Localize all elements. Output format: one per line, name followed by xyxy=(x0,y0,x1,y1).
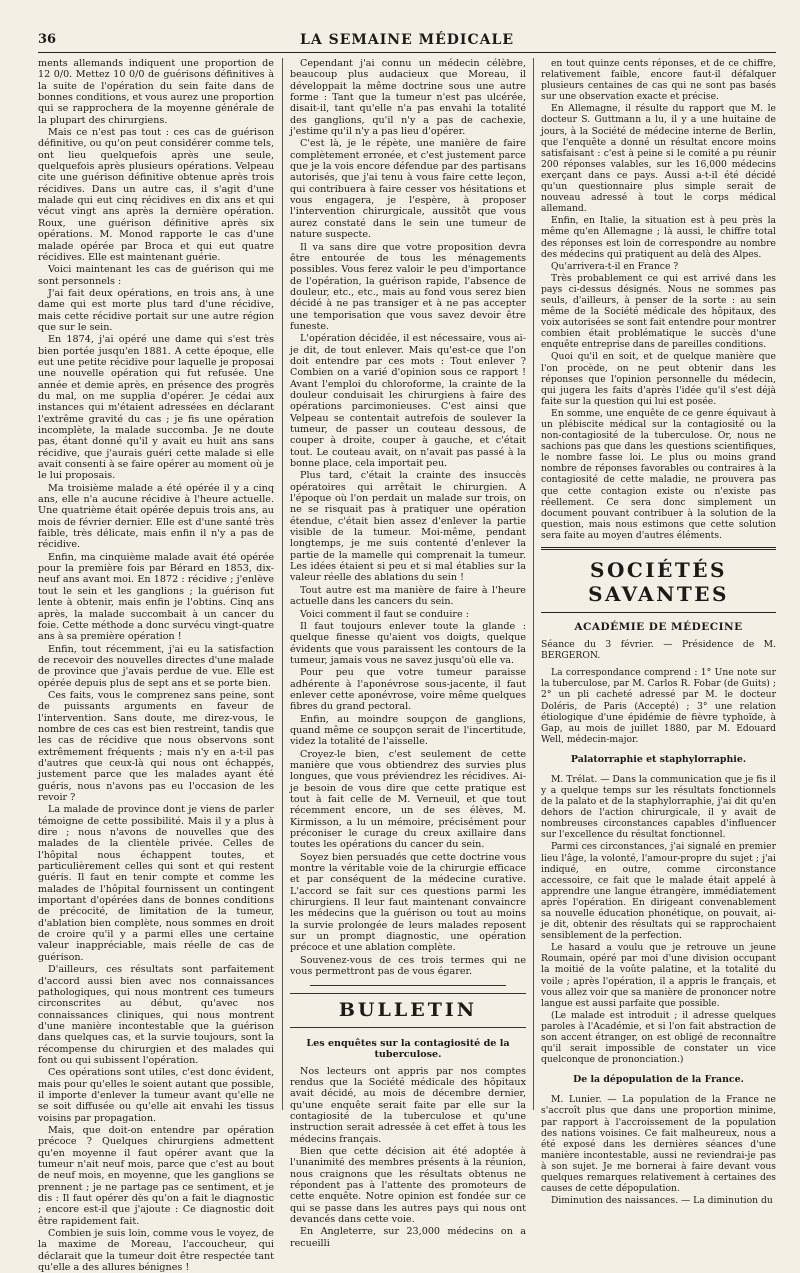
paragraph: Plus tard, c'était la crainte des insuccès opératoires qui arrêtait le chirurgien. A l'époque où l'on perdait un malade sur trois, on ne se risquait pas à pratiquer une opération étendue, c'était bien assez d'enlever la partie visible de la tumeur. Moi-même, pendant longtemps, je me suis contenté d'enlever la partie de la mamelle qui comprenait la tumeur. Les idées étaient si peu et si mal établies sur la valeur réelle des ablations du sein ! xyxy=(290,470,526,584)
paragraph: Bien que cette décision ait été adoptée à l'unanimité des membres présents à la réunion, nous craignons que les résultats obtenus ne répondent pas à l'attente des promoteurs de cette enquête. Notre opinion est fondée sur ce qui se passe dans les autres pays qui nous ont devancés dans cette voie. xyxy=(290,1145,526,1225)
paragraph: Pour peu que votre tumeur paraisse adhérente à l'aponévrose sous-jacente, il faut enlever cette aponévrose, voire même quelques fibres du grand pectoral. xyxy=(290,667,526,713)
bulletin-heading: BULLETIN xyxy=(290,993,526,1028)
paragraph: Ces opérations sont utiles, c'est donc évident, mais pour qu'elles le soient autant que possible, il importe d'enlever la tumeur avant qu'elle ne se soit diffusée ou qu'elle ait envahi les tissus voisins par propagation. xyxy=(38,1067,274,1124)
seance-line: Séance du 3 février. — Présidence de M. BERGERON. xyxy=(541,639,776,662)
page-header xyxy=(38,30,776,53)
paragraph: L'opération décidée, il est nécessaire, vous ai-je dit, de tout enlever. Mais qu'est-ce que l'on doit entendre par ces mots : Tout enlever ? Combien on a varié d'opinion sous ce rapport ! Avant l'emploi du chloroforme, la crainte de la douleur conduisait les chirurgiens à faire des opérations parcimonieuses. C'est ainsi que Velpeau se contentait autrefois de soulever la tumeur, de passer un couteau dessous, de couper à droite, couper à gauche, et c'était tout. Le couteau avait, on n'avait pas passé à la bonne place, cela importait peu. xyxy=(290,333,526,470)
paragraph: J'ai fait deux opérations, en trois ans, à une dame qui est morte plus tard d'une récidive, mais cette récidive portait sur une autre région que sur le sein. xyxy=(38,287,274,333)
column-1 xyxy=(38,58,274,1273)
paragraph: M. Trélat. — Dans la communication que je fis il y a quelque temps sur les résultats fonctionnels de la palato et de la staphylorraphie, j'ai dit qu'en dehors de l'action chirurgicale, il y avait de nombreuses circonstances capables d'influencer sur l'excellence du résultat fonctionnel. xyxy=(541,773,776,841)
bulletin-body xyxy=(290,1066,526,1250)
paragraph: Quoi qu'il en soit, et de quelque manière que l'on procède, on ne peut obtenir dans les réponses que l'opinion personnelle du médecin, qui jugera les faits d'après l'idée qu'il s'est déjà faite sur la question qui lui est posée. xyxy=(541,351,776,407)
paragraph: Il faut toujours enlever toute la glande : quelque finesse qu'aient vos doigts, quelque évidents que vous paraissent les contours de la tumeur, jamais vous ne savez jusqu'où elle va. xyxy=(290,620,526,666)
paragraph: Voici comment il faut se conduire : xyxy=(300,608,469,620)
paragraph: Diminution des naissances. — La diminution du xyxy=(551,1195,773,1207)
paragraph: Enfin, en Italie, la situation est à peu près la même qu'en Allemagne ; là aussi, le chiffre total des réponses est loin de correspondre au nombre des médecins qui pratiquent au delà des Alpes. xyxy=(541,215,776,260)
paragraph: La malade de province dont je viens de parler témoigne de cette possibilité. Mais il y a plus à dire ; nous n'avons de nouvelles que des malades de la clientèle privée. Celles de l'hôpital nous échappent toutes, et particulièrement celles qui sont et qui restent guéris. Il faut en tenir compte et comme les malades de l'hôpital fournissent un contingent important d'opérées dans de bonnes conditions de précocité, de limitation de la tumeur, d'ablation bien complète, nous sommes en droit de croire qu'il y a parmi elles une certaine valeur inappréciable, mais réelle de cas de guérison. xyxy=(38,804,274,963)
paragraph: ments allemands indiquent une proportion de 12 0/0. Mettez 10 0/0 de guérisons définitives à la suite de l'opération du sein faite dans de bonnes conditions, et vous aurez une proportion qui se rapprochera de la moyenne générale de la plupart des chirurgiens. xyxy=(38,58,274,126)
lunier-section xyxy=(541,1094,776,1206)
separator-rule xyxy=(310,985,506,986)
paragraph: C'est là, je le répète, une manière de faire complètement erronée, et c'est justement parce que je la vois encore défendue par des partisans autorisés, que j'ai tenu à vous faire cette leçon, qui contribuera à faire cesser vos hésitations et vous engagera, je l'espère, à proposer l'intervention chirurgicale, aussitôt que vous aurez constaté dans le sein une tumeur de nature suspecte. xyxy=(290,138,526,241)
paragraph: Enfin, ma cinquième malade avait été opérée pour la première fois par Bérard en 1853, dix-neuf ans avant moi. En 1872 : récidive ; j'enlève tout le sein et les ganglions ; la guérison fut lente à obtenir, mais enfin je l'obtins. Cinq ans après, la malade succombait à un cancer du foie. Cette méthode a donc survécu vingt-quatre ans à sa première opération ! xyxy=(38,551,274,643)
subsection-title: De la dépopulation de la France. xyxy=(573,1074,744,1086)
paragraph: Ces faits, vous le comprenez sans peine, sont de puissants arguments en faveur de l'intervention. Sans doute, me direz-vous, le nombre de ces cas est bien restreint, tandis que les cas de récidive que nous observons sont extrêmement fréquents ; mais n'y en a-t-il pas d'autres que ceux-là qui nous ont échappés, justement parce que les malades ayant été guéris, nous n'avons pas eu l'occasion de les revoir ? xyxy=(38,689,274,803)
paragraph: Il va sans dire que votre proposition devra être entourée de tous les ménagements possibles. Vous ferez valoir le peu d'importance de l'opération, la guérison rapide, l'absence de douleur, etc., etc., mais au fond vous serez bien décidé à ne pas transiger et à ne pas accepter une temporisation que vous savez devoir être funeste. xyxy=(290,241,526,332)
subsection-title: Palatorraphie et staphylorraphie. xyxy=(570,753,747,765)
paragraph: Cependant j'ai connu un médecin célèbre, beaucoup plus audacieux que Moreau, il développait la même doctrine sous une autre forme : Tant que la tumeur n'est pas ulcérée, disait-il, tant qu'elle n'a pas envahi la totalité des ganglions, qu'il n'y a pas de cachexie, j'estime qu'il n'y a pas lieu d'opérer. xyxy=(290,58,526,138)
page-number: 36 xyxy=(38,32,57,47)
newspaper-page xyxy=(38,30,776,1273)
paragraph: Qu'arrivera-t-il en France ? xyxy=(551,260,679,272)
paragraph: M. Lunier. — La population de la France ne s'accroît plus que dans une proportion minime, par rapport à l'accroissement de la population des nations voisines. Ce fait malheureux, nous a été exposé dans les dernières séances d'une manière incontestable, aussi ne reviendrai-je pas à son sujet. Je me bornerai à faire devant vous quelques remarques relativement à certaines des causes de cette dépopulation. xyxy=(541,1094,776,1195)
paragraph: Voici maintenant les cas de guérison qui me sont personnels : xyxy=(38,264,274,287)
paragraph: Croyez-le bien, c'est seulement de cette manière que vous obtiendrez des survies plus longues, que vous préviendrez les récidives. Ai-je besoin de vous dire que cette pratique est tout à fait celle de M. Verneuil, et que tout récemment encore, un de ses élèves, M. Kirmisson, a lu un mémoire, précisément pour préconiser le curage du creux axillaire dans toutes les opérations du cancer du sein. xyxy=(290,748,526,851)
article-continuation xyxy=(290,58,526,978)
paragraph: Tout autre est ma manière de faire à l'heure actuelle dans les cancers du sein. xyxy=(290,584,526,608)
paragraph: Mais, que doit-on entendre par opération précoce ? Quelques chirurgiens admettent qu'en moyenne il faut opérer avant que la tumeur n'ait neuf mois, parce que c'est au bout de neuf mois, en moyenne, que les ganglions se prennent ; je ne partage pas ce sentiment, et je dis : Il faut opérer dès qu'on a fait le diagnostic ; encore est-il que j'ajoute : Ce diagnostic doit être rapidement fait. xyxy=(38,1124,274,1227)
paragraph: Nos lecteurs ont appris par nos comptes rendus que la Société médicale des hôpitaux avait décidé, au mois de décembre dernier, qu'une enquête serait faite par elle sur la contagiosité de la tuberculose et qu'une instruction serait adressée à cet effet à tous les médecins français. xyxy=(290,1065,526,1145)
paragraph: Ma troisième malade a été opérée il y a cinq ans, elle n'a aucune récidive à l'heure actuelle. Une quatrième était opérée depuis trois ans, au mois de février dernier. Elle est d'une santé très faible, très délicate, mais enfin il n'y a pas de récidive. xyxy=(38,482,274,551)
academie-heading: ACADÉMIE DE MÉDECINE xyxy=(574,621,743,634)
journal-title: LA SEMAINE MÉDICALE xyxy=(300,32,514,48)
paragraph: Soyez bien persuadés que cette doctrine vous montre la véritable voie de la chirurgie efficace et par conséquent de la médecine curative. L'accord se fait sur ces questions parmi les chirurgiens. Il leur faut maintenant convaincre les médecins que la guérison ou tout au moins la survie prolongée de leurs malades reposent sur un prompt diagnostic, une opération précoce et une ablation complète. xyxy=(290,851,526,954)
column-divider xyxy=(533,58,534,1110)
paragraph: Combien je suis loin, comme vous le voyez, de la maxime de Moreau, l'accoucheur, qui déclarait que la tumeur doit être respectée tant qu'elle a des allures bénignes ! xyxy=(38,1228,274,1273)
paragraph: (Le malade est introduit ; il adresse quelques paroles à l'Académie, et si l'on fait abstraction de son accent étranger, on est obligé de reconnaître qu'il serait impossible de constater un vice quelconque de prononciation.) xyxy=(541,1009,776,1066)
paragraph: Le hasard a voulu que je retrouve un jeune Roumain, opéré par moi d'une division occupant la moitié de la voûte palatine, et la totalité du voile ; après l'opération, il a appris le français, et vous allez voir que sa manière de prononcer notre langue est aussi parfaite que possible. xyxy=(541,942,776,1009)
bulletin-continuation xyxy=(541,58,776,541)
paragraph: Enfin, au moindre soupçon de ganglions, quand même ce soupçon serait de l'incertitude, videz la totalité de l'aisselle. xyxy=(290,713,526,748)
column-divider xyxy=(282,58,283,1110)
correspondance-paragraph: La correspondance comprend : 1° Une note sur la tuberculose, par M. Carlos R. Fobar (de Guits) ; 2° un pli cacheté adressé par M. le docteur Doléris, de Paris (Accepté) ; 3° une relation étiologique d'une épidémie de fièvre typhoïde, à Gap, au mois de juillet 1880, par M. Edouard Well, médecin-major. xyxy=(541,667,776,745)
paragraph: Souvenez-vous de ces trois termes qui ne vous permettront pas de vous égarer. xyxy=(290,954,526,978)
societes-heading: SOCIÉTÉS SAVANTES xyxy=(541,547,776,613)
paragraph: En 1874, j'ai opéré une dame qui s'est très bien portée jusqu'en 1881. A cette époque, elle eut une petite récidive pour laquelle je proposai une nouvelle opération qui fut refusée. Une année et demie après, en présence des progrès du mal, on me supplia d'opérer. Je cédai aux instances qui m'étaient adressées en déclarant l'extrême gravité du cas ; je fis une opération incomplète, la malade succomba. Je ne doute pas, étant donné qu'il y avait eu huit ans sans récidive, que j'aurais guéri cette malade si elle avait consenti à se faire opérer au moment où je le lui proposais. xyxy=(38,334,274,482)
paragraph: En Allemagne, il résulte du rapport que M. le docteur S. Guttmann a lu, il y a une huitaine de jours, à la Société de médecine interne de Berlin, que l'enquête a donné un résultat encore moins satisfaisant : c'est à peine si le comité a pu réunir 200 réponses valables, sur les 16,000 médecins exerçant dans ce pays. Aussi a-t-il été décidé qu'un questionnaire plus simple serait de nouveau adressé à tout le corps médical allemand. xyxy=(541,103,776,215)
column-3 xyxy=(541,58,776,1207)
paragraph: En somme, une enquête de ce genre équivaut à un plébiscite médical sur la contagiosité ou la non-contagiosité de la tuberculose. Or, nous ne sachions pas que dans les questions scientifiques, le nombre fasse loi. Le plus ou moins grand nombre de réponses favorables ou contraires à la contagiosité de cette maladie, ne prouvera pas que cette contagion existe ou n'existe pas réellement. Ce sera donc simplement un document pouvant contribuer à la solution de la question, mais nous estimons que cette solution sera faite au moyen d'autres éléments. xyxy=(541,407,776,541)
paragraph: en tout quinze cents réponses, et de ce chiffre, relativement faible, encore faut-il défalquer plusieurs centaines de cas qui ne sont pas basés sur une observation exacte et précise. xyxy=(541,58,776,103)
paragraph: Parmi ces circonstances, j'ai signalé en premier lieu l'âge, la volonté, l'amour-propre du sujet ; j'ai indiqué, en outre, comme circonstance accessoire, ce fait que le malade était appelé à apprendre une langue étrangère, immédiatement après l'opération. En dirigeant convenablement sa nouvelle éducation phonétique, on pouvait, ai-je dit, obtenir des résultats qui se rapprochaient sensiblement de la perfection. xyxy=(541,841,776,942)
paragraph: En Angleterre, sur 23,000 médecins on a recueilli xyxy=(290,1226,526,1249)
paragraph: Enfin, tout récemment, j'ai eu la satisfaction de recevoir des nouvelles directes d'une malade de province que j'avais perdue de vue. Elle est opérée depuis plus de sept ans et se porte bien. xyxy=(38,643,274,689)
paragraph: Très probablement ce qui est arrivé dans les pays ci-dessus désignés. Nous ne sommes pas seuls, d'ailleurs, à penser de la sorte : au sein même de la Société médicale des hôpitaux, des voix autorisées se sont fait entendre pour montrer combien était problématique le succès d'une enquête entreprise dans de pareilles conditions. xyxy=(541,272,776,351)
columns xyxy=(38,58,776,1273)
paragraph: D'ailleurs, ces résultats sont parfaitement d'accord aussi bien avec nos connaissances pathologiques, qui nous montrent ces tumeurs circonscrites au début, qu'avec nos connaissances cliniques, qui nous montrent d'une manière incontestable que la guérison dans quelques cas, et la survie toujours, sont la récompense du chirurgien et des malades qui font ou qui subissent l'opération. xyxy=(38,964,274,1066)
paragraph: Mais ce n'est pas tout : ces cas de guérison définitive, ou qu'on peut considérer comme tels, ont lieu quelquefois après une seule, quelquefois après plusieurs opérations. Velpeau cite une guérison définitive obtenue après trois récidives. Dans un autre cas, il s'agit d'une malade qui eut cinq récidives en dix ans et qui vécut vingt ans après la dernière opération. Roux, une guérison définitive après six opérations. M. Monod rapporte le cas d'une malade opérée par Broca et qui eut quatre récidives. Elle est maintenant guérie. xyxy=(38,127,274,263)
bulletin-subtitle: Les enquêtes sur la contagiosité de la tuberculose. xyxy=(306,1037,510,1060)
column-2 xyxy=(290,58,526,1249)
trelat-section xyxy=(541,774,776,1065)
